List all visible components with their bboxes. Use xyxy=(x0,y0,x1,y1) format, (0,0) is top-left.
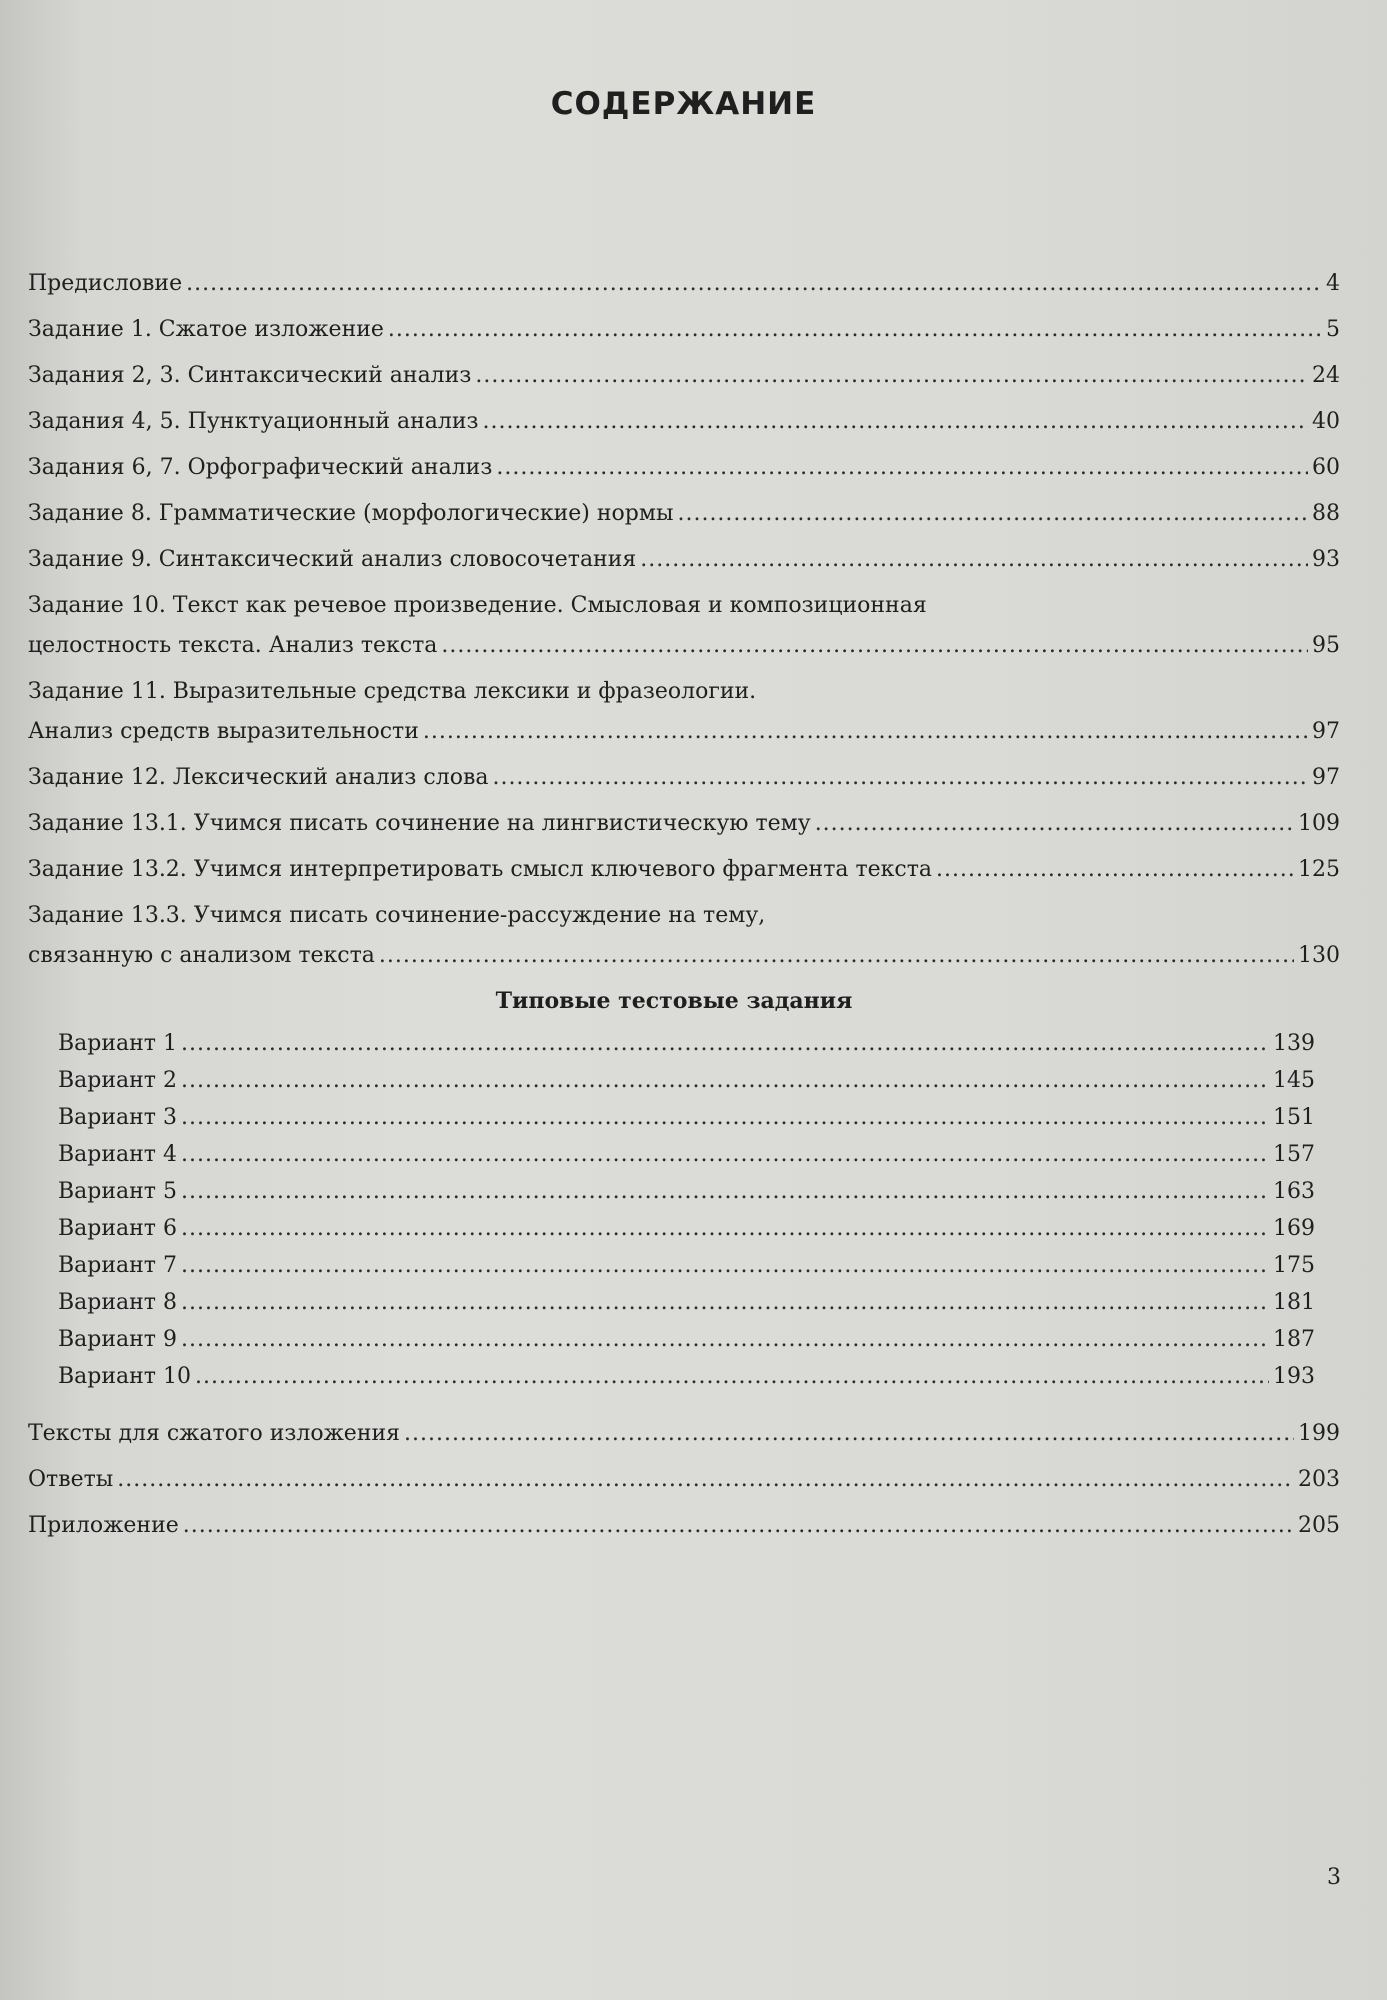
toc-entry-page: 187 xyxy=(1273,1327,1315,1352)
toc-entry xyxy=(28,1420,1340,1448)
toc-entry-page: 199 xyxy=(1298,1421,1340,1446)
toc-row xyxy=(28,632,1340,660)
toc-row xyxy=(58,1252,1315,1280)
toc-entry-label: Вариант 8 xyxy=(58,1290,177,1315)
dot-leader xyxy=(475,362,1308,390)
toc-entry-page: 97 xyxy=(1312,719,1340,744)
toc-entry-label: Задание 8. Грамматические (морфологические) нормы xyxy=(28,501,674,526)
toc-entry-page: 205 xyxy=(1298,1513,1340,1538)
toc-entry-label: Задания 4, 5. Пунктуационный анализ xyxy=(28,409,479,434)
dot-leader xyxy=(195,1363,1269,1391)
toc-entry-page: 151 xyxy=(1273,1105,1315,1130)
dot-leader xyxy=(815,810,1294,838)
toc-entry xyxy=(28,270,1340,298)
toc-row xyxy=(28,454,1340,482)
toc-row xyxy=(28,718,1340,746)
toc-row xyxy=(58,1289,1315,1317)
toc-entry-page: 145 xyxy=(1273,1068,1315,1093)
dot-leader xyxy=(181,1030,1269,1058)
toc-entry-label: Вариант 9 xyxy=(58,1327,177,1352)
dot-leader xyxy=(183,1512,1294,1540)
toc-entry-page: 4 xyxy=(1326,271,1340,296)
dot-leader xyxy=(181,1215,1269,1243)
dot-leader xyxy=(496,454,1308,482)
toc-entry xyxy=(28,408,1340,436)
toc-row xyxy=(58,1141,1315,1169)
dot-leader xyxy=(441,632,1308,660)
toc-entry-label: связанную с анализом текста xyxy=(28,943,375,968)
toc-row xyxy=(28,1466,1340,1494)
toc-entry-page: 163 xyxy=(1273,1179,1315,1204)
dot-leader xyxy=(117,1466,1294,1494)
toc-entry-page: 95 xyxy=(1312,633,1340,658)
toc-entry-label: Вариант 3 xyxy=(58,1105,177,1130)
toc-entry xyxy=(28,316,1340,344)
toc-entry-label: Задание 12. Лексический анализ слова xyxy=(28,765,489,790)
toc-entry-label: Задание 13.2. Учимся интерпретировать смысл ключевого фрагмента текста xyxy=(28,857,933,882)
toc-entry-first-line: Задание 13.3. Учимся писать сочинение-рассуждение на тему, xyxy=(28,903,766,928)
toc-entry xyxy=(28,1512,1340,1540)
toc-row xyxy=(28,362,1340,390)
toc-entry xyxy=(28,902,1340,970)
toc-row xyxy=(28,810,1340,838)
dot-leader xyxy=(186,270,1322,298)
toc-row xyxy=(58,1326,1315,1354)
dot-leader xyxy=(181,1178,1269,1206)
dot-leader xyxy=(492,764,1308,792)
toc-entry-label: Вариант 2 xyxy=(58,1068,177,1093)
toc-row xyxy=(28,270,1340,298)
toc-entry-page: 93 xyxy=(1312,547,1340,572)
section-gap xyxy=(28,1400,1340,1420)
toc-entry-label: Вариант 5 xyxy=(58,1179,177,1204)
toc-entry xyxy=(28,362,1340,390)
toc-entry-label: Тексты для сжатого изложения xyxy=(28,1421,401,1446)
toc-row xyxy=(58,1104,1315,1132)
toc-entry-label: целостность текста. Анализ текста xyxy=(28,633,438,658)
toc-entry-label: Вариант 6 xyxy=(58,1216,177,1241)
dot-leader xyxy=(181,1141,1269,1169)
dot-leader xyxy=(936,856,1294,884)
toc-row xyxy=(28,1420,1340,1448)
toc-entry xyxy=(28,454,1340,482)
toc-entry xyxy=(28,500,1340,528)
toc-entry-page: 109 xyxy=(1298,811,1340,836)
toc-entry-label: Вариант 10 xyxy=(58,1364,191,1389)
dot-leader xyxy=(181,1326,1269,1354)
toc-entry-page: 175 xyxy=(1273,1253,1315,1278)
toc-entry-page: 24 xyxy=(1312,363,1340,388)
toc-row xyxy=(58,1178,1315,1206)
dot-leader xyxy=(404,1420,1294,1448)
toc-entry xyxy=(28,592,1340,660)
toc-entry-label: Вариант 4 xyxy=(58,1142,177,1167)
toc-entry-page: 40 xyxy=(1312,409,1340,434)
toc-row xyxy=(28,500,1340,528)
toc-variants-section xyxy=(58,1030,1315,1391)
toc-entry-page: 169 xyxy=(1273,1216,1315,1241)
toc-entry-label: Вариант 7 xyxy=(58,1253,177,1278)
tests-heading: Типовые тестовые задания xyxy=(495,988,853,1014)
toc-main-section xyxy=(28,270,1340,970)
dot-leader xyxy=(423,718,1308,746)
toc-entry-page: 181 xyxy=(1273,1290,1315,1315)
toc-entry xyxy=(28,546,1340,574)
toc-entry-label: Приложение xyxy=(28,1513,179,1538)
dot-leader xyxy=(677,500,1308,528)
dot-leader xyxy=(388,316,1322,344)
toc-row xyxy=(28,408,1340,436)
toc-entry-page: 130 xyxy=(1298,943,1340,968)
toc-entry-page: 157 xyxy=(1273,1142,1315,1167)
toc-entry-label: Задание 13.1. Учимся писать сочинение на лингвистическую тему xyxy=(28,811,811,836)
toc-entry xyxy=(28,764,1340,792)
toc-row xyxy=(28,942,1340,970)
page-number: 3 xyxy=(1327,1865,1341,1890)
toc-entry-label: Задания 2, 3. Синтаксический анализ xyxy=(28,363,472,388)
toc-entry-label: Анализ средств выразительности xyxy=(28,719,419,744)
table-of-contents xyxy=(28,270,1340,1558)
toc-entry-page: 60 xyxy=(1312,455,1340,480)
toc-entry-page: 203 xyxy=(1298,1467,1340,1492)
toc-entry-page: 97 xyxy=(1312,765,1340,790)
toc-entry-first-line: Задание 10. Текст как речевое произведение. Смысловая и композиционная xyxy=(28,593,927,618)
toc-entry-page: 193 xyxy=(1273,1364,1315,1389)
toc-row xyxy=(28,546,1340,574)
toc-entry-page: 5 xyxy=(1326,317,1340,342)
dot-leader xyxy=(181,1289,1269,1317)
toc-entry-label: Задание 9. Синтаксический анализ словосочетания xyxy=(28,547,637,572)
toc-entry xyxy=(28,1466,1340,1494)
toc-row xyxy=(28,316,1340,344)
toc-row xyxy=(58,1363,1315,1391)
dot-leader xyxy=(379,942,1294,970)
toc-entry-label: Ответы xyxy=(28,1467,114,1492)
dot-leader xyxy=(483,408,1308,436)
dot-leader xyxy=(640,546,1308,574)
toc-entry-first-line: Задание 11. Выразительные средства лексики и фразеологии. xyxy=(28,679,757,704)
toc-row xyxy=(28,1512,1340,1540)
page-title: СОДЕРЖАНИЕ xyxy=(550,86,817,122)
toc-entry-label: Задания 6, 7. Орфографический анализ xyxy=(28,455,493,480)
toc-row xyxy=(28,856,1340,884)
toc-entry-page: 139 xyxy=(1273,1031,1315,1056)
toc-entry xyxy=(28,810,1340,838)
toc-row xyxy=(58,1215,1315,1243)
toc-entry xyxy=(28,678,1340,746)
toc-entry-label: Вариант 1 xyxy=(58,1031,177,1056)
toc-tail-section xyxy=(28,1420,1340,1540)
toc-entry xyxy=(28,856,1340,884)
dot-leader xyxy=(181,1104,1269,1132)
toc-row xyxy=(58,1067,1315,1095)
dot-leader xyxy=(181,1252,1269,1280)
toc-entry-label: Задание 1. Сжатое изложение xyxy=(28,317,384,342)
dot-leader xyxy=(181,1067,1269,1095)
toc-entry-page: 125 xyxy=(1298,857,1340,882)
toc-row xyxy=(58,1030,1315,1058)
toc-entry-label: Предисловие xyxy=(28,271,183,296)
toc-row xyxy=(28,764,1340,792)
toc-entry-page: 88 xyxy=(1312,501,1340,526)
